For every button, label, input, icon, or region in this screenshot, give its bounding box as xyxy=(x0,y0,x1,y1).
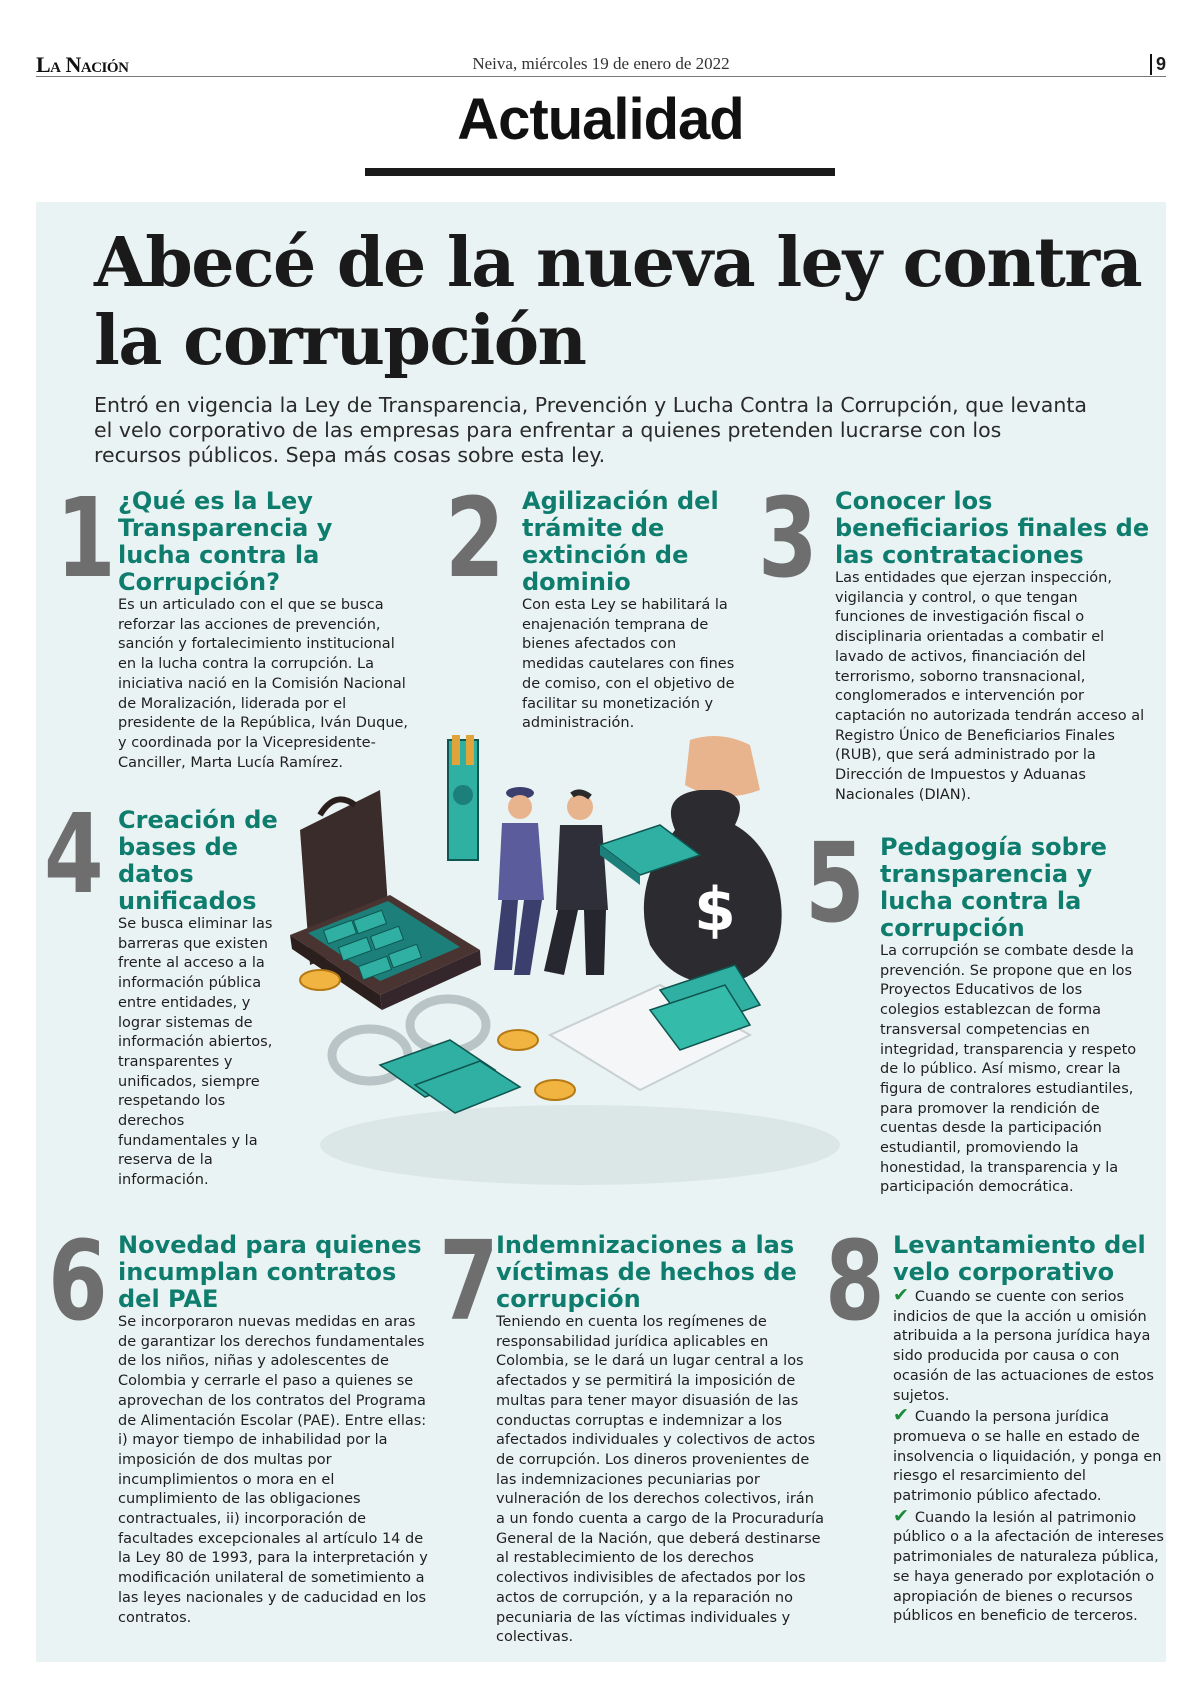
item-title: ¿Qué es la Ley Transparencia y lucha contra la Corrupción? xyxy=(118,487,333,596)
headline: Abecé de la nueva ley contra la corrupción xyxy=(94,223,1142,381)
check-item xyxy=(893,1504,1165,1627)
banknotes-icon xyxy=(380,1040,520,1113)
item-title: Conocer los beneficiarios finales de las contrataciones xyxy=(835,487,1150,569)
arrested-man-icon xyxy=(544,792,608,975)
item-body: Se busca eliminar las barreras que existen frente al acceso a la información pública entre entidades, y lograr sistemas de información abiertos, transparentes y unificados, siempre respetando los derechos fundamentales y la reserva de la información. xyxy=(118,916,273,1189)
item-body: Con esta Ley se habilitará la enajenación temprana de bienes afectados con medidas cautelares con fines de comiso, con el objetivo de facilitar su monetización y administración. xyxy=(522,597,735,732)
check-item xyxy=(893,1406,1165,1507)
item-title: Agilización del trámite de extinción de dominio xyxy=(522,487,719,596)
item-5 xyxy=(805,819,1165,1198)
banknote-icon xyxy=(448,735,478,860)
checkmark-icon: ✔ xyxy=(893,1504,909,1527)
masthead xyxy=(36,50,1166,77)
check-text: Cuando la lesión al patrimonio público o a la afectación de intereses patrimoniales de naturaleza pública, se haya generado por explotación o apropiación de bienes o recursos públicos en beneficio de terceros. xyxy=(893,1509,1164,1625)
item-number: 3 xyxy=(758,474,818,602)
item-title: Levantamiento del velo corporativo xyxy=(893,1231,1146,1286)
newspaper-logo: La Nación xyxy=(36,52,129,77)
item-title: Novedad para quienes incumplan contratos del PAE xyxy=(118,1231,422,1313)
item-number: 1 xyxy=(56,474,116,602)
checkmark-icon: ✔ xyxy=(893,1284,909,1306)
item-2 xyxy=(445,474,745,734)
item-number: 5 xyxy=(805,819,865,947)
section-rule xyxy=(365,168,835,176)
dateline: Neiva, miércoles 19 de enero de 2022 xyxy=(472,54,730,73)
item-4 xyxy=(40,790,290,1191)
item-body: La corrupción se combate desde la prevención. Se propone que en los Proyectos Educativos de los colegios establezcan de forma transversal competencias en integridad, transparencia y respeto de lo público. Así mismo, crear la figura de contralores estudiantiles, para promover la rendición de cuentas desde la participación estudiantil, promoviendo la honestidad, la transparencia y la participación democrática. xyxy=(880,943,1137,1196)
item-number: 2 xyxy=(445,474,505,602)
item-number: 6 xyxy=(48,1217,108,1345)
item-7 xyxy=(432,1217,827,1648)
item-number: 8 xyxy=(825,1217,885,1345)
check-item xyxy=(893,1286,1165,1406)
item-number: 7 xyxy=(439,1217,499,1345)
corruption-illustration xyxy=(280,735,840,1205)
section-title: Actualidad xyxy=(457,87,744,152)
item-8 xyxy=(820,1217,1165,1627)
page-number: 9 xyxy=(1150,54,1166,75)
check-text: Cuando se cuente con serios indicios de que la acción u omisión atribuida a la persona jurídica haya sido producida por causa o con ocasión de las actuaciones de estos sujetos. xyxy=(893,1289,1154,1404)
item-body: Es un articulado con el que se busca reforzar las acciones de prevención, sanción y fortalecimiento institucional en la lucha contra la corrupción. La iniciativa nació en la Comisión Nacional de Moralización, liderada por el presidente de la República, Iván Duque, y coordinada por la Vicepresidente-Canciller, Marta Lucía Ramírez. xyxy=(118,597,409,771)
item-6 xyxy=(40,1217,430,1628)
item-body: Las entidades que ejerzan inspección, vigilancia y control, o que tengan funciones de investigación fiscal o disciplinaria orientadas a combatir el lavado de activos, financiación del terrorismo, soborno transnacional, conglomerados e intervención por captación no autorizada tendrán acceso al Registro Único de Beneficiarios Finales (RUB), que será administrado por la Dirección de Impuestos y Aduanas Nacionales (DIAN). xyxy=(835,570,1145,803)
item-body: Se incorporaron nuevas medidas en aras de garantizar los derechos fundamentales de los niños, niñas y adolescentes de Colombia y cerrarle el paso a quienes se aprovechan de los contratos del Programa de Alimentación Escolar (PAE). Entre ellas: i) mayor tiempo de inhabilidad por la imposición de dos multas por incumplimientos o mora en el cumplimiento de las obligaciones contractuales, ii) incorporación de facultades excepcionales al artículo 14 de la Ley 80 de 1993, para la interpretación y modificación unilateral de sometimiento a las leyes nacionales y de caducidad en los contratos. xyxy=(118,1314,428,1626)
envelope-icon xyxy=(550,965,760,1090)
item-title: Creación de bases de datos unificados xyxy=(118,806,278,915)
svg-text:$: $ xyxy=(694,875,736,945)
item-1 xyxy=(40,474,410,773)
item-title: Indemnizaciones a las víctimas de hechos de corrupción xyxy=(496,1231,797,1313)
item-number: 4 xyxy=(44,790,104,918)
item-checklist xyxy=(893,1286,1165,1627)
checkmark-icon: ✔ xyxy=(893,1404,909,1427)
police-officer-icon xyxy=(494,787,544,975)
item-body: Teniendo en cuenta los regímenes de responsabilidad jurídica aplicables en Colombia, se le dará un lugar central a los afectados y se permitirá la imposición de multas para tener mayor disuasión de las conductas corruptas e indemnizar a los afectados individuales y colectivos de actos de corrupción. Los dineros provenientes de las indemnizaciones pecuniarias por vulneración de los derechos colectivos, irán a un fondo cuenta a cargo de la Procuraduría General de la Nación, que deberá destinarse al restablecimiento de los derechos colectivos indivisibles de afectados por los actos de corrupción, y a la reparación no pecuniaria de las víctimas individuales y colectivas. xyxy=(496,1314,825,1646)
item-title: Pedagogía sobre transparencia y lucha contra la corrupción xyxy=(880,833,1107,942)
check-text: Cuando la persona jurídica promueva o se halle en estado de insolvencia o liquidación, y ponga en riesgo el resarcimiento del patrimonio público afectado. xyxy=(893,1409,1162,1505)
intro-paragraph: Entró en vigencia la Ley de Transparencia, Prevención y Lucha Contra la Corrupción, que levanta el velo corporativo de las empresas para enfrentar a quienes pretenden lucrarse con los recursos públicos. Sepa más cosas sobre esta ley. xyxy=(94,393,1087,467)
